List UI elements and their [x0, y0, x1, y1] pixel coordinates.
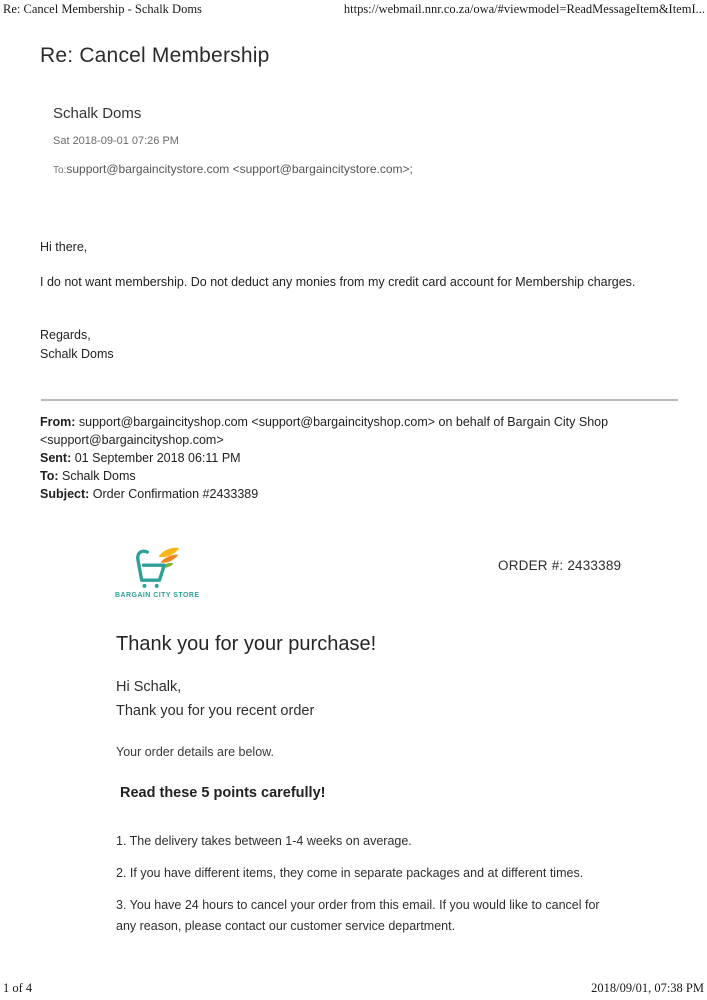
to-label: To:	[53, 165, 67, 176]
body-greeting: Hi there,	[40, 240, 88, 254]
quoted-subject-value: Order Confirmation #2433389	[92, 487, 259, 501]
to-recipient: support@bargaincitystore.com <support@bargaincitystore.com>;	[66, 162, 413, 176]
email-subject-title: Re: Cancel Membership	[40, 44, 270, 67]
body-paragraph: I do not want membership. Do not deduct any monies from my credit card account for Membership charges.	[40, 275, 636, 289]
quoted-to-line	[40, 467, 665, 485]
sender-name: Schalk Doms	[53, 105, 142, 122]
sent-date: Sat 2018-09-01 07:26 PM	[53, 135, 179, 147]
print-header-url: https://webmail.nnr.co.za/owa/#viewmodel=ReadMessageItem&ItemI...	[343, 2, 705, 16]
quoted-subject-line	[40, 485, 665, 503]
shopping-cart-icon	[121, 545, 183, 591]
quoted-to-value: Schalk Doms	[62, 469, 136, 483]
quoted-from-value: support@bargaincityshop.com <support@bargaincityshop.com> on behalf of Bargain City Shop <support@bargaincityshop.com>	[40, 415, 609, 447]
order-point-2: 2. If you have different items, they come in separate packages and at different times.	[116, 866, 584, 880]
body-signoff: Regards,	[40, 328, 91, 342]
quoted-sent-value: 01 September 2018 06:11 PM	[74, 451, 241, 465]
order-number: ORDER #: 2433389	[498, 558, 622, 573]
order-details-note: Your order details are below.	[116, 745, 274, 759]
quoted-sent-line	[40, 449, 665, 467]
order-point-1: 1. The delivery takes between 1-4 weeks on average.	[116, 834, 412, 848]
order-subgreeting: Thank you for you recent order	[116, 703, 315, 719]
print-footer-page-number: 1 of 4	[3, 981, 33, 995]
bargain-city-store-logo	[115, 545, 200, 599]
quoted-headers-block	[40, 413, 665, 503]
quoted-to-label: To:	[40, 469, 59, 483]
print-header-title: Re: Cancel Membership - Schalk Doms	[3, 2, 202, 16]
to-line	[53, 162, 413, 176]
order-point-3: 3. You have 24 hours to cancel your order from this email. If you would like to cancel for any reason, please contact our customer service department.	[116, 898, 600, 933]
points-heading: Read these 5 points carefully!	[120, 785, 326, 801]
print-footer-timestamp: 2018/09/01, 07:38 PM	[591, 981, 704, 995]
order-greeting: Hi Schalk,	[116, 679, 182, 695]
order-heading: Thank you for your purchase!	[116, 633, 377, 655]
quoted-from-label: From:	[40, 415, 76, 429]
quoted-sent-label: Sent:	[40, 451, 72, 465]
quoted-subject-label: Subject:	[40, 487, 90, 501]
body-signature: Schalk Doms	[40, 347, 114, 361]
quoted-from-line	[40, 413, 665, 449]
quoted-message-divider	[41, 399, 678, 401]
logo-wordmark: BARGAIN CITY STORE	[115, 592, 200, 599]
